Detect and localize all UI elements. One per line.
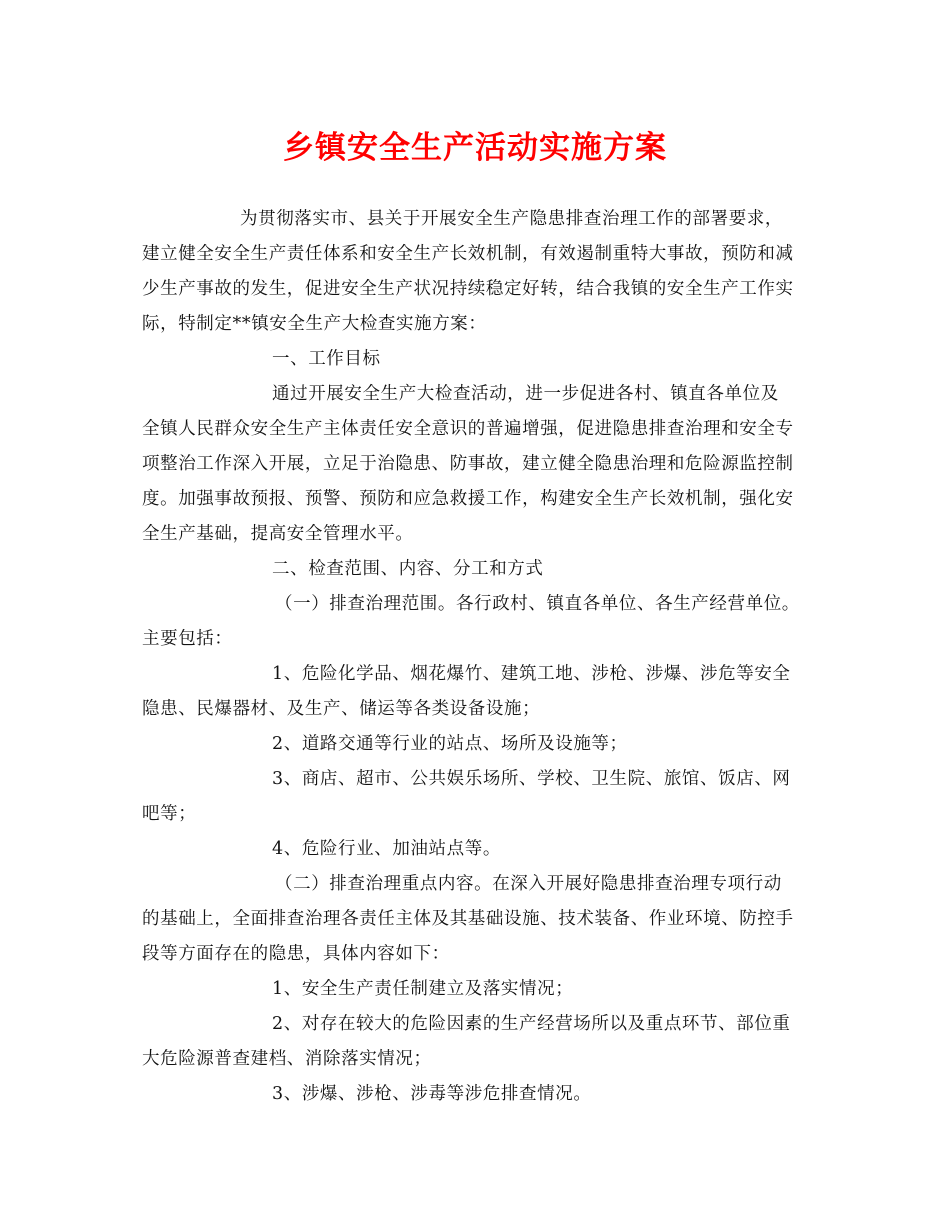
paragraph-line: 的基础上，全面排查治理各责任主体及其基础设施、技术装备、作业环境、防控手 <box>142 909 794 929</box>
list-item-continued: 大危险源普查建档、消除落实情况； <box>142 1049 432 1069</box>
paragraph-line: 主要包括： <box>142 629 233 649</box>
paragraph-line: 少生产事故的发生，促进安全生产状况持续稳定好转，结合我镇的安全生产工作实 <box>142 279 794 299</box>
paragraph-line: （一）排查治理范围。各行政村、镇直各单位、各生产经营单位。 <box>275 594 800 614</box>
section-heading: 一、工作目标 <box>272 349 381 369</box>
document-title: 乡镇安全生产活动实施方案 <box>283 130 667 166</box>
list-item-continued: 隐患、民爆器材、及生产、储运等各类设备设施； <box>142 699 541 719</box>
list-item: 2、对存在较大的危险因素的生产经营场所以及重点环节、部位重 <box>272 1014 791 1034</box>
section-heading: 二、检查范围、内容、分工和方式 <box>272 559 544 579</box>
paragraph-line: 际，特制定**镇安全生产大检查实施方案： <box>142 314 487 334</box>
paragraph-line: 度。加强事故预报、预警、预防和应急救援工作，构建安全生产长效机制，强化安 <box>142 489 794 509</box>
list-item-continued: 吧等； <box>142 804 197 824</box>
paragraph-line: 全镇人民群众安全生产主体责任安全意识的普遍增强，促进隐患排查治理和安全专 <box>142 419 794 439</box>
paragraph-line: 建立健全安全生产责任体系和安全生产长效机制，有效遏制重特大事故，预防和减 <box>142 244 794 264</box>
paragraph-line: 通过开展安全生产大检查活动，进一步促进各村、镇直各单位及 <box>272 384 779 404</box>
list-item: 1、安全生产责任制建立及落实情况； <box>272 979 574 999</box>
paragraph-line: 项整治工作深入开展，立足于治隐患、防事故，建立健全隐患治理和危险源监控制 <box>142 454 794 474</box>
list-item: 2、道路交通等行业的站点、场所及设施等； <box>272 734 628 754</box>
paragraph-line: 全生产基础，提高安全管理水平。 <box>142 524 414 544</box>
paragraph-line: 为贯彻落实市、县关于开展安全生产隐患排查治理工作的部署要求， <box>240 209 783 229</box>
list-item: 1、危险化学品、烟花爆竹、建筑工地、涉枪、涉爆、涉危等安全 <box>272 664 791 684</box>
paragraph-line: （二）排查治理重点内容。在深入开展好隐患排查治理专项行动 <box>275 874 782 894</box>
list-item: 3、涉爆、涉枪、涉毒等涉危排查情况。 <box>272 1084 592 1104</box>
list-item: 3、商店、超市、公共娱乐场所、学校、卫生院、旅馆、饭店、网 <box>272 769 791 789</box>
list-item: 4、危险行业、加油站点等。 <box>272 839 501 859</box>
paragraph-line: 段等方面存在的隐患，具体内容如下： <box>142 944 450 964</box>
